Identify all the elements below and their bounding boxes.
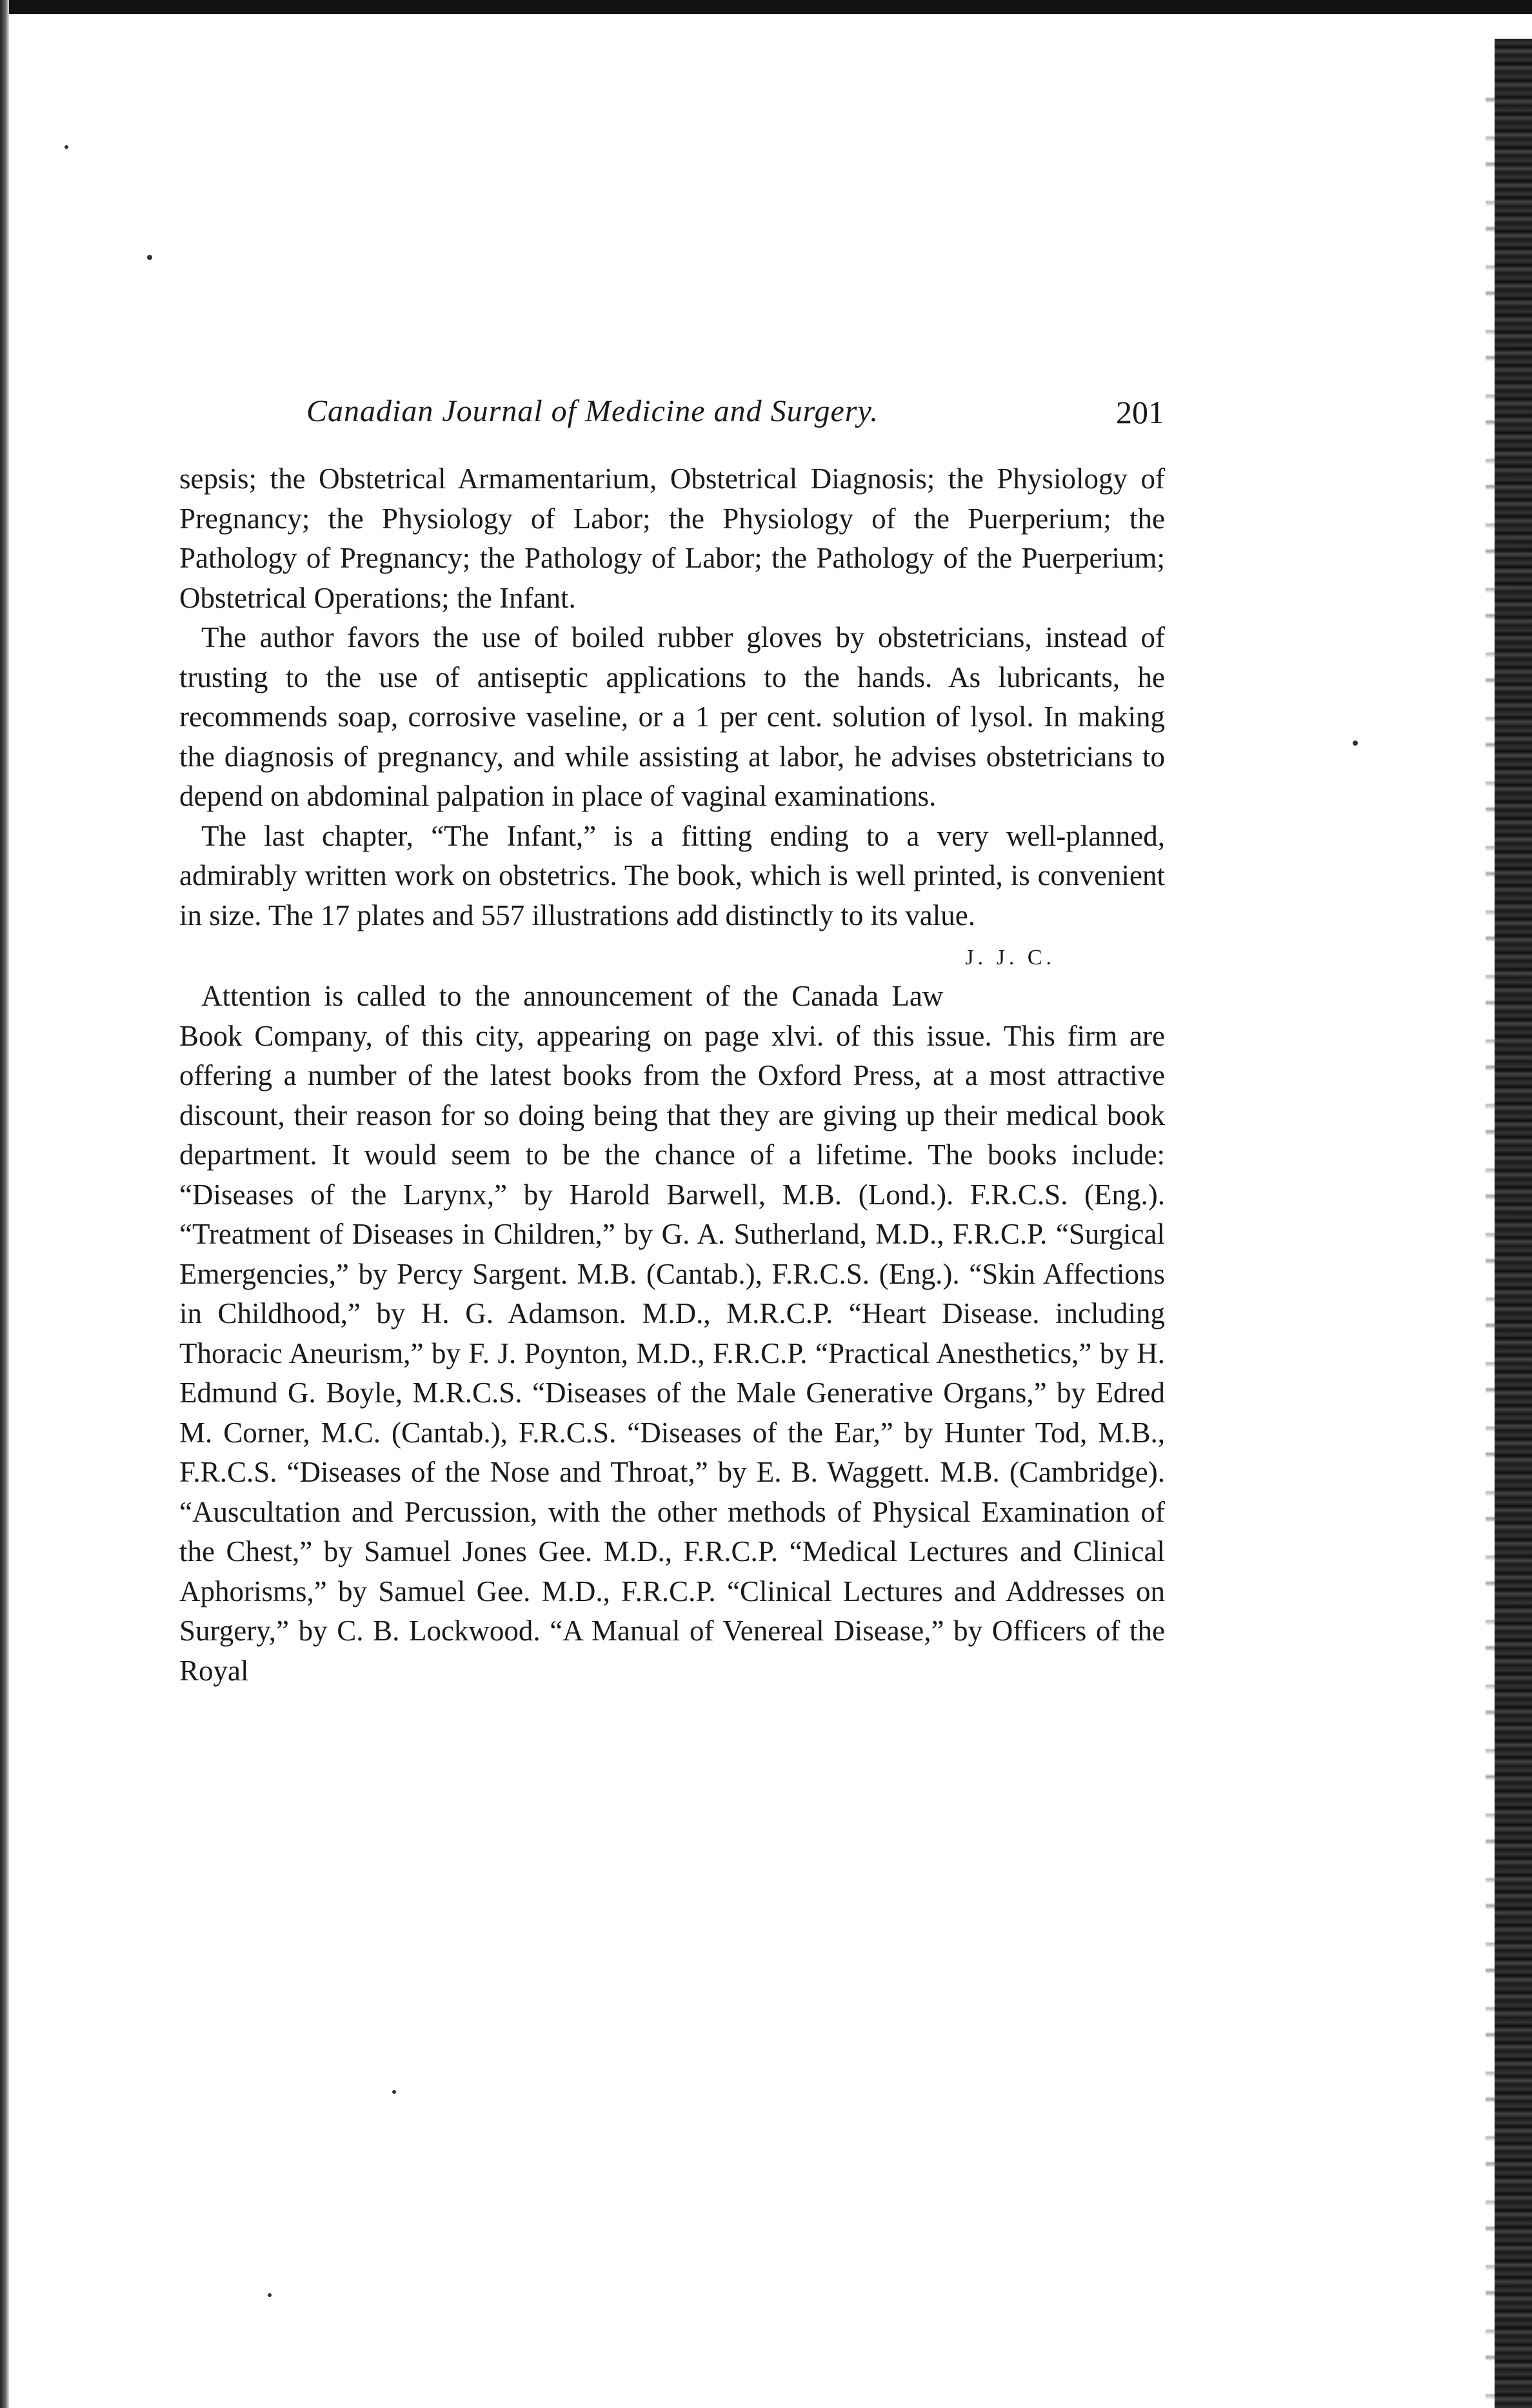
page-number: 201 <box>1116 394 1164 430</box>
paragraph: Attention is called to the announcement of the Canada Law Book Company, of this city, appearing on page xlvi. of this issue. This firm are offering a number of the latest books from the Oxford Press, at a most attractive discount, their reason for so doing being that they are giving up their medical book department. It would seem to be the chance of a lifetime. The books include: “Diseases of the Larynx,” by Harold Barwell, M.B. (Lond.). F.R.C.S. (Eng.). “Treatment of Diseases in Children,” by G. A. Sutherland, M.D., F.R.C.P. “Surgical Emergencies,” by Percy Sargent. M.B. (Cantab.), F.R.C.S. (Eng.). “Skin Affections in Childhood,” by H. G. Adamson. M.D., M.R.C.P. “Heart Disease. including Thoracic Aneurism,” by F. J. Poynton, M.D., F.R.C.P. “Practical Anesthetics,” by H. Edmund G. Boyle, M.R.C.S. “Diseases of the Male Generative Organs,” by Edred M. Corner, M.C. (Cantab.), F.R.C.S. “Diseases of the Ear,” by Hunter Tod, M.B., F.R.C.S. “Diseases of the Nose and Throat,” by E. B. Waggett. M.B. (Cambridge). “Auscultation and Percussion, with the other methods of Physical Examination of the Chest,” by Samuel Jones Gee. M.D., F.R.C.P. “Medical Lectures and Clinical Aphorisms,” by Samuel Gee. M.D., F.R.C.P. “Clinical Lectures and Addresses on Surgery,” by C. B. Lockwood. “A Manual of Venereal Disease,” by Officers of the Royal <box>179 980 1165 1687</box>
paragraph: sepsis; the Obstetrical Armamentarium, Obstetrical Diagnosis; the Physiology of Pregnancy; the Physiology of Labor; the Physiology of the Puerperium; the Pathology of Pregnancy; the Pathology of Labor; the Pathology of the Puerperium; Obstetrical Operations; the Infant. <box>179 463 1165 614</box>
scan-page-edge <box>1486 77 1495 2408</box>
scan-border-top <box>0 0 1532 14</box>
paragraph <box>179 817 1165 970</box>
article-body <box>179 459 1165 1691</box>
scan-speck <box>65 145 68 149</box>
reviewer-initials: J. J. C. <box>965 946 1055 970</box>
paragraph-text: The last chapter, “The Infant,” is a fitting ending to a very well-planned, admirably written work on obstetrics. The book, which is well printed, is convenient in size. The 17 plates and 557 illustrations add distinctly to its value. <box>179 819 1165 931</box>
scan-border-left <box>0 0 9 2408</box>
scan-speck <box>147 255 152 260</box>
running-head <box>306 393 1164 439</box>
journal-title: Canadian Journal of Medicine and Surgery. <box>306 394 879 428</box>
scan-border-right <box>1495 39 1532 2408</box>
scan-speck <box>268 2293 272 2297</box>
scan-speck <box>1353 741 1358 746</box>
paragraph: The author favors the use of boiled rubber gloves by obstetricians, instead of trusting to the use of antiseptic applications to the hands. As lubricants, he recommends soap, corrosive vaseline, or a 1 per cent. solution of lysol. In making the diagnosis of pregnancy, and while assisting at labor, he advises obstetricians to depend on abdominal palpation in place of vaginal examinations. <box>179 621 1165 812</box>
scan-speck <box>392 2090 396 2094</box>
